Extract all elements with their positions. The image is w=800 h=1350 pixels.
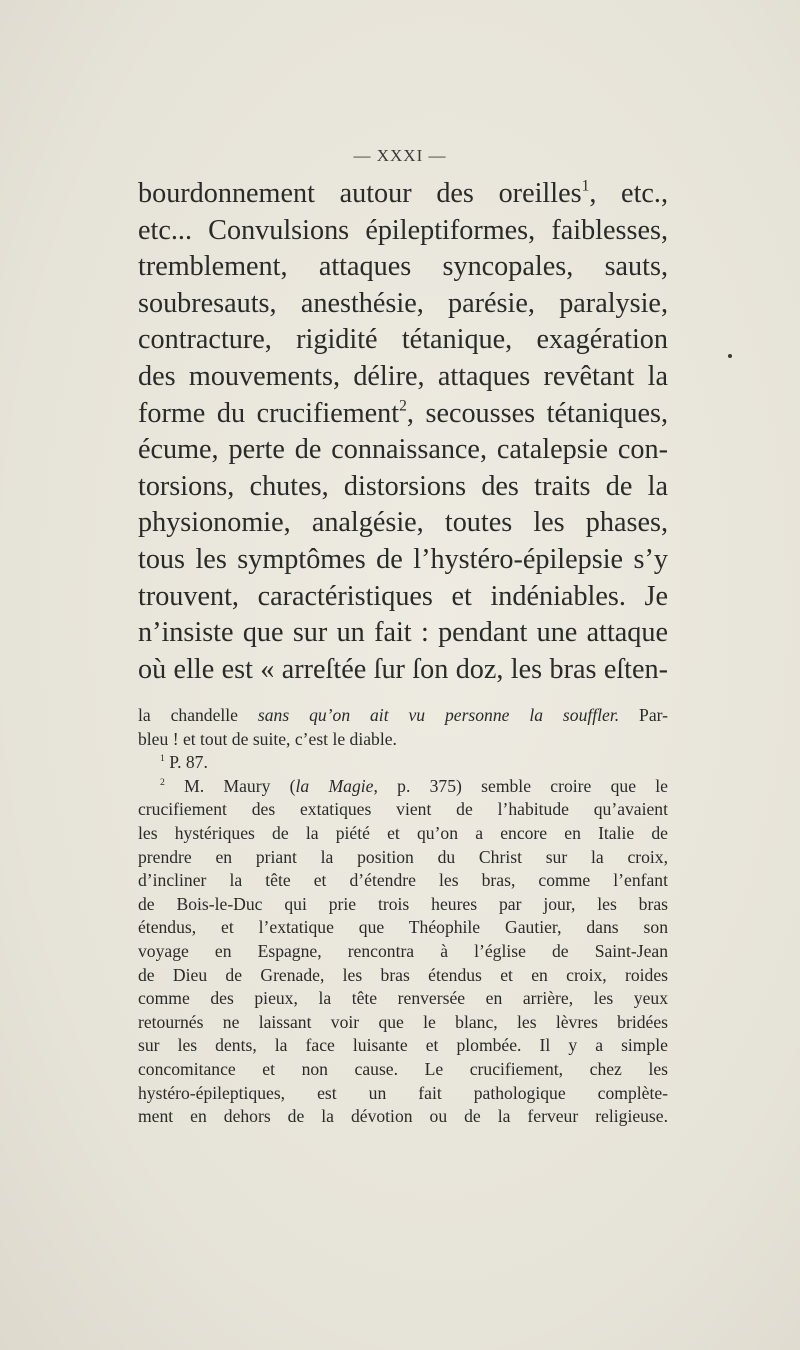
body-line: n’insiste que sur un fait : pendant une attaque [138, 617, 668, 649]
body-line: écume, perte de connaissance, catalepsie con- [138, 434, 668, 466]
footnote-line: concomitance et non cause. Le crucifiement, chez les [138, 1058, 668, 1079]
body-line: torsions, chutes, distorsions des traits de la [138, 470, 668, 502]
footnote-line: crucifiement des extatiques vient de l’habitude qu’avaient [138, 799, 668, 820]
body-line: où elle est « arreſtée ſur ſon doz, les bras eſten- [138, 653, 668, 685]
ink-speck [728, 354, 732, 358]
body-line: contracture, rigidité tétanique, exagération [138, 324, 668, 356]
footnote-line: étendus, et l’extatique que Théophile Gautier, dans son [138, 917, 668, 938]
footnote-continuation-line: la chandelle sans qu’on ait vu personne la souffler. Par- [138, 705, 668, 725]
body-line: tremblement, attaques syncopales, sauts, [138, 251, 668, 283]
footnote-line: ment en dehors de la dévotion ou de la ferveur religieuse. [138, 1106, 668, 1127]
footnote-ref-1: 1 [581, 177, 590, 195]
footnote-2-first-line: $^2$ M. Maury (la Magie, p. 375) semble croire que le [160, 775, 668, 796]
footnote-line: de Bois-le-Duc qui prie trois heures par jour, les bras [138, 893, 668, 914]
body-line: soubresauts, anesthésie, parésie, paralysie, [138, 287, 668, 319]
footnote-line: de Dieu de Grenade, les bras étendus et en croix, roides [138, 964, 668, 985]
body-line: bourdonnement autour des oreilles$^1$, etc., [138, 177, 669, 209]
body-line: trouvent, caractéristiques et indéniables. Je [138, 580, 668, 612]
footnote-ref-2: 2 [399, 396, 407, 414]
body-line: forme du crucifiement$^2$, secousses tétaniques, [138, 396, 668, 429]
footnote-line: prendre en priant la position du Christ sur la croix, [138, 846, 668, 867]
main-text [138, 176, 668, 688]
footnote-line: hystéro-épileptiques, est un fait pathologique complète- [138, 1082, 668, 1103]
footnote-continuation-line: bleu ! et tout de suite, c’est le diable. [138, 728, 397, 749]
page-number: — XXXI — [353, 146, 447, 165]
body-line: physionomie, analgésie, toutes les phases, [138, 507, 668, 539]
body-line: tous les symptômes de l’hystéro-épilepsie s’y [138, 543, 668, 575]
body-line: etc... Convulsions épileptiformes, faiblesses, [138, 214, 668, 246]
footnote-line: les hystériques de la piété et qu’on a encore en Italie de [138, 822, 668, 843]
footnote-line: voyage en Espagne, rencontra à l’église de Saint-Jean [138, 940, 668, 961]
footnote-line: sur les dents, la face luisante et plombée. Il y a simple [138, 1035, 668, 1056]
footnote-line: d’incliner la tête et d’étendre les bras, comme l’enfant [138, 870, 668, 891]
footnote-1: $^1$ P. 87. [160, 752, 208, 773]
footnote-line: retournés ne laissant voir que le blanc, les lèvres bridées [138, 1011, 668, 1032]
body-line: des mouvements, délire, attaques revêtant la [138, 360, 668, 392]
footnote-line: comme des pieux, la tête renversée en arrière, les yeux [138, 988, 668, 1009]
footnotes [138, 704, 668, 1129]
